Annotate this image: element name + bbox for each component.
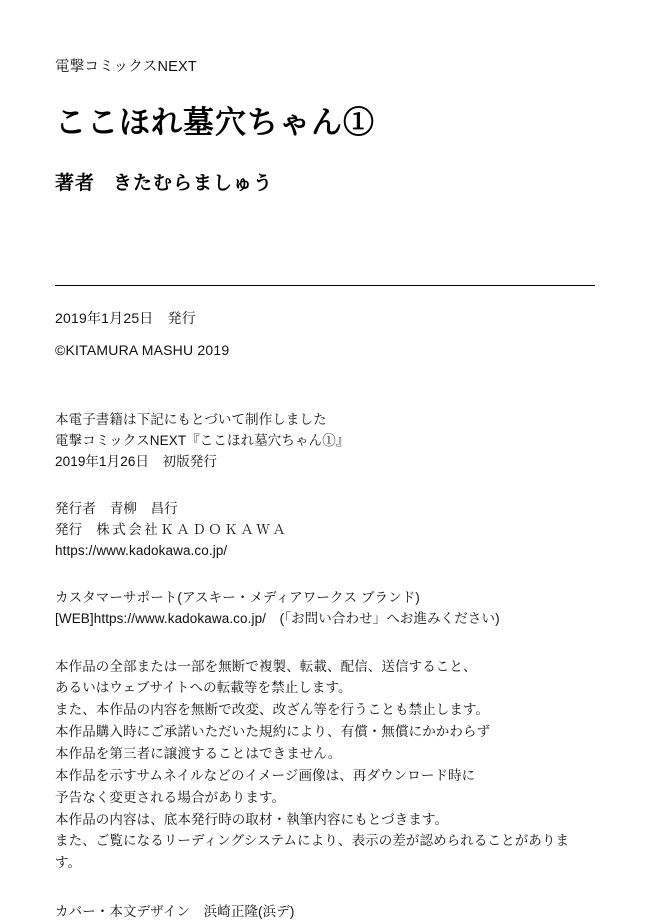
terms-block [55,656,595,875]
terms-line: 予告なく変更される場合があります。 [55,789,286,805]
issuer-line [55,499,595,520]
company-line [55,520,595,541]
ebook-note-line: 本電子書籍は下記にもとづいて制作しました [55,412,327,428]
ebook-note-line: 2019年1月26日 初版発行 [55,454,218,470]
terms-line: また、ご覧になるリーディングシステムにより、表示の差が認められることがあります。 [55,833,570,871]
publisher-block [55,499,595,562]
publication-date [55,308,595,328]
terms-line: 本作品を示すサムネイルなどのイメージ画像は、再ダウンロード時に [55,767,476,783]
publication-date-suffix: 発行 [167,310,196,327]
issuer-label: 発行者 [55,500,96,516]
terms-line: また、本作品の内容を無断で改変、改ざん等を行うことも禁止します。 [55,702,490,718]
terms-line: 本作品を第三者に譲渡することはできません。 [55,746,342,761]
copyright-notice: ©KITAMURA MASHU 2019 [55,342,230,359]
publication-date-value: 2019年1月25日 [55,310,154,327]
terms-line: 本作品の全部または一部を無断で複製、転載、配信、送信すること、 [55,658,477,674]
design-credit-block [55,902,595,923]
support-url-line[interactable]: [WEB]https://www.kadokawa.co.jp/ (「お問い合わせ」へお進みください) [55,610,500,626]
ebook-note-line: 電撃コミックスNEXT『ここほれ墓穴ちゃん①』 [55,433,350,449]
page-title: ここほれ墓穴ちゃん① [55,105,375,140]
imprint-label: 電撃コミックスNEXT [55,59,197,75]
ebook-note-block [55,410,595,473]
design-credit: カバー・本文デザイン 浜崎正隆(浜デ) [55,904,295,920]
company-label: 発行 [55,521,83,537]
issuer-name: 青柳 昌行 [109,500,178,516]
terms-line: 本作品の内容は、底本発行時の取材・執筆内容にもとづきます。 [55,811,449,827]
terms-line: あるいはウェブサイトへの転載等を禁止します。 [55,680,352,696]
terms-line: 本作品購入時にご承諾いただいた規約により、有償・無償にかかわらず [55,724,491,740]
author-role-label: 著者 [55,173,96,195]
divider [55,285,595,286]
publisher-url[interactable]: https://www.kadokawa.co.jp/ [55,542,228,558]
company-name: 株式会社ＫＡＤＯＫＡＷＡ [96,521,289,537]
support-line: カスタマーサポート(アスキー・メディアワークス ブランド) [55,589,420,605]
author-line [55,168,595,195]
support-block [55,588,595,630]
author-name: きたむらましゅう [113,173,274,195]
